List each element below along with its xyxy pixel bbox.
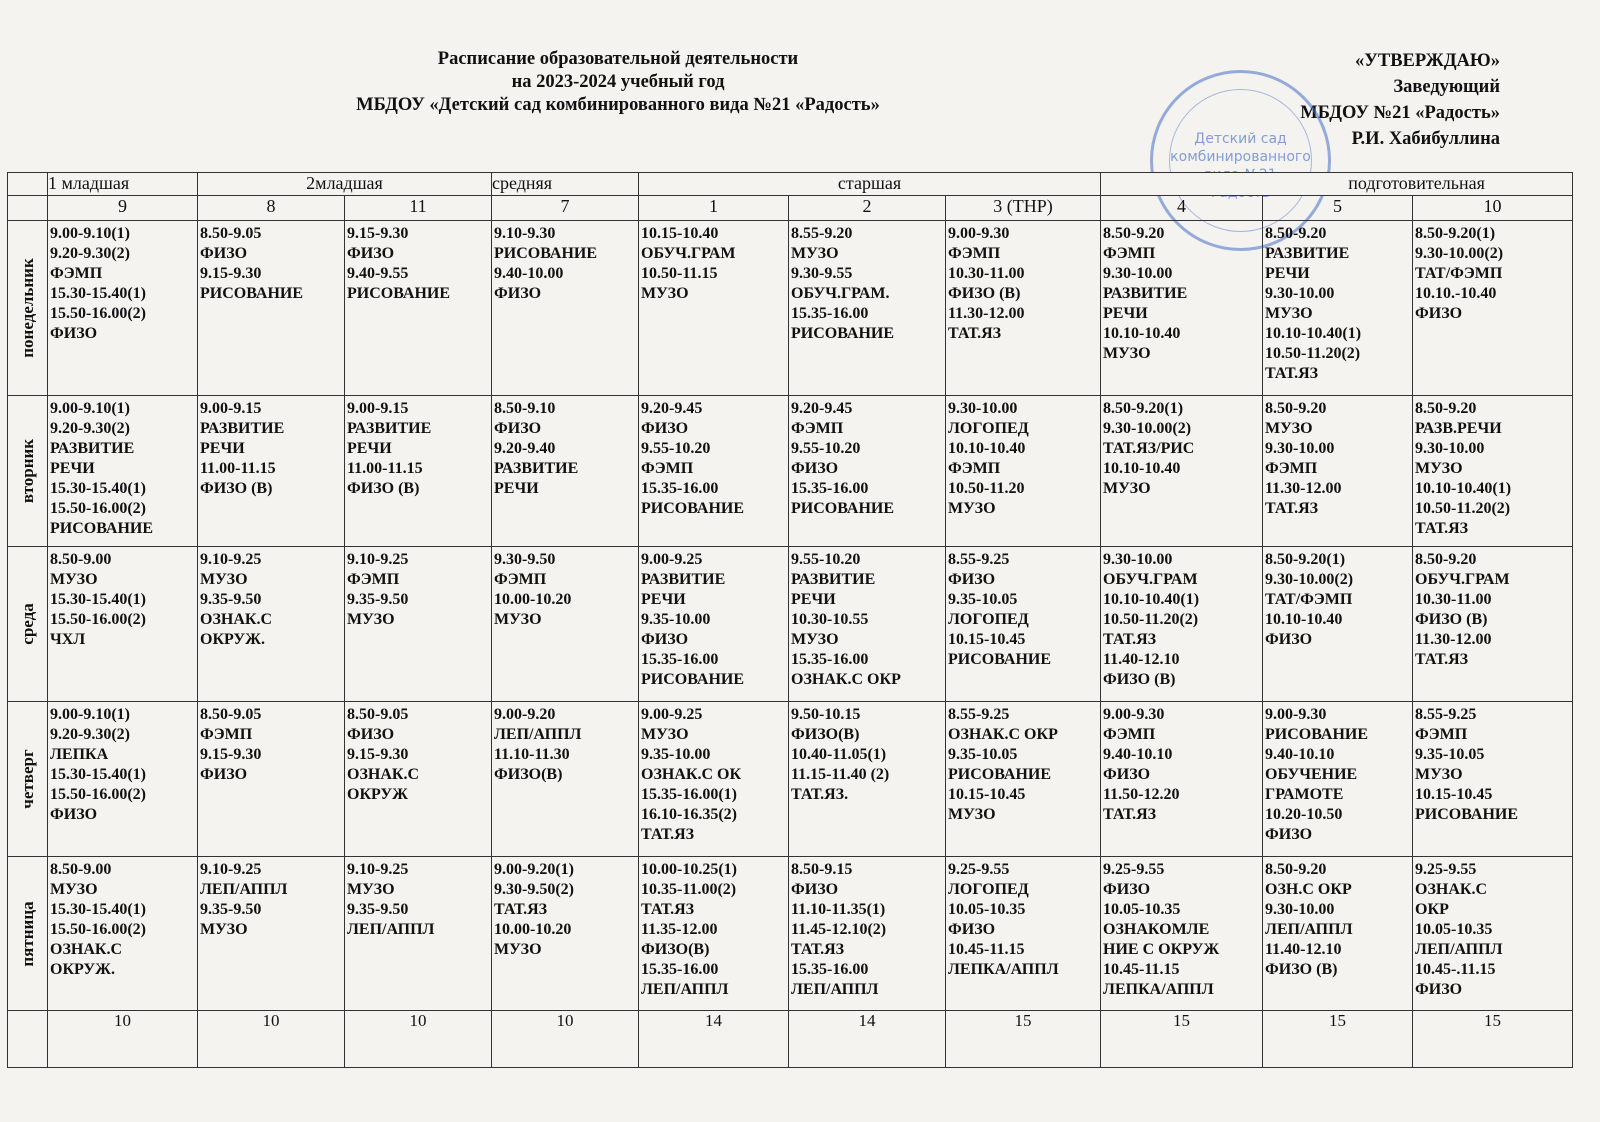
group-number: 8 — [198, 196, 345, 221]
schedule-cell: 9.30-10.00 ОБУЧ.ГРАМ 10.10-10.40(1) 10.50-11.20(2) ТАТ.ЯЗ 11.40-12.10 ФИЗО (В) — [1101, 547, 1263, 702]
title-line: Расписание образовательной деятельности — [437, 49, 799, 69]
schedule-cell: 8.55-9.25 ОЗНАК.С ОКР 9.35-10.05 РИСОВАНИЕ 10.15-10.45 МУЗО — [946, 702, 1101, 857]
group-number: 2 — [789, 196, 946, 221]
group-header-row — [8, 173, 1573, 196]
corner-cell — [8, 196, 48, 221]
schedule-cell: 8.50-9.20(1) 9.30-10.00(2) ТАТ.ЯЗ/РИС 10.10-10.40 МУЗО — [1101, 396, 1263, 547]
day-label-cell — [8, 547, 48, 702]
schedule-cell: 9.00-9.10(1) 9.20-9.30(2) ЛЕПКА 15.30-15.40(1) 15.50-16.00(2) ФИЗО — [48, 702, 198, 857]
stamp-line: комбинированного — [1170, 149, 1311, 165]
group-number: 4 — [1101, 196, 1263, 221]
totals-row — [8, 1011, 1573, 1068]
approval-line: «УТВЕРЖДАЮ» — [1355, 51, 1500, 71]
schedule-cell: 9.50-10.15 ФИЗО(В) 10.40-11.05(1) 11.15-11.40 (2) ТАТ.ЯЗ. — [789, 702, 946, 857]
schedule-cell: 9.00-9.30 ФЭМП 10.30-11.00 ФИЗО (В) 11.30-12.00 ТАТ.ЯЗ — [946, 221, 1101, 396]
schedule-cell: 9.20-9.45 ФИЗО 9.55-10.20 ФЭМП 15.35-16.00 РИСОВАНИЕ — [639, 396, 789, 547]
approval-line: Р.И. Хабибуллина — [1351, 129, 1500, 149]
day-label-cell — [8, 396, 48, 547]
total-cell: 10 — [345, 1011, 492, 1068]
schedule-cell: 9.10-9.25 МУЗО 9.35-9.50 ЛЕП/АППЛ — [345, 857, 492, 1011]
schedule-cell: 9.55-10.20 РАЗВИТИЕ РЕЧИ 10.30-10.55 МУЗО 15.35-16.00 ОЗНАК.С ОКР — [789, 547, 946, 702]
schedule-cell: 8.50-9.20 РАЗВИТИЕ РЕЧИ 9.30-10.00 МУЗО 10.10-10.40(1) 10.50-11.20(2) ТАТ.ЯЗ — [1263, 221, 1413, 396]
total-cell: 15 — [946, 1011, 1101, 1068]
schedule-cell: 9.10-9.25 ФЭМП 9.35-9.50 МУЗО — [345, 547, 492, 702]
schedule-table — [7, 172, 1573, 1068]
schedule-cell: 8.55-9.20 МУЗО 9.30-9.55 ОБУЧ.ГРАМ. 15.35-16.00 РИСОВАНИЕ — [789, 221, 946, 396]
stamp-line: Детский сад — [1194, 131, 1287, 147]
schedule-cell: 9.00-9.15 РАЗВИТИЕ РЕЧИ 11.00-11.15 ФИЗО (В) — [198, 396, 345, 547]
day-label: пятница — [17, 900, 37, 967]
schedule-cell: 8.50-9.05 ФЭМП 9.15-9.30 ФИЗО — [198, 702, 345, 857]
day-label-cell — [8, 702, 48, 857]
schedule-cell: 9.00-9.20 ЛЕП/АППЛ 11.10-11.30 ФИЗО(В) — [492, 702, 639, 857]
schedule-cell: 9.00-9.10(1) 9.20-9.30(2) РАЗВИТИЕ РЕЧИ 15.30-15.40(1) 15.50-16.00(2) РИСОВАНИЕ — [48, 396, 198, 547]
day-row — [8, 702, 1573, 857]
total-cell: 10 — [48, 1011, 198, 1068]
approval-line: Заведующий — [1393, 77, 1500, 97]
group-number: 3 (ТНР) — [946, 196, 1101, 221]
approval-block — [1100, 48, 1500, 152]
day-label-cell — [8, 857, 48, 1011]
schedule-cell: 10.15-10.40 ОБУЧ.ГРАМ 10.50-11.15 МУЗО — [639, 221, 789, 396]
total-cell: 15 — [1101, 1011, 1263, 1068]
group-header: старшая — [639, 173, 1101, 196]
schedule-cell: 8.50-9.20(1) 9.30-10.00(2) ТАТ/ФЭМП 10.10-10.40 ФИЗО — [1263, 547, 1413, 702]
day-row — [8, 221, 1573, 396]
corner-cell — [8, 173, 48, 196]
schedule-cell: 9.00-9.15 РАЗВИТИЕ РЕЧИ 11.00-11.15 ФИЗО (В) — [345, 396, 492, 547]
schedule-cell: 8.55-9.25 ФИЗО 9.35-10.05 ЛОГОПЕД 10.15-10.45 РИСОВАНИЕ — [946, 547, 1101, 702]
group-number: 11 — [345, 196, 492, 221]
schedule-cell: 8.50-9.20 ОБУЧ.ГРАМ 10.30-11.00 ФИЗО (В) 11.30-12.00 ТАТ.ЯЗ — [1413, 547, 1573, 702]
group-number: 7 — [492, 196, 639, 221]
schedule-cell: 9.10-9.25 ЛЕП/АППЛ 9.35-9.50 МУЗО — [198, 857, 345, 1011]
total-cell: 14 — [789, 1011, 946, 1068]
schedule-cell: 8.50-9.20 РАЗВ.РЕЧИ 9.30-10.00 МУЗО 10.10-10.40(1) 10.50-11.20(2) ТАТ.ЯЗ — [1413, 396, 1573, 547]
schedule-cell: 9.10-9.30 РИСОВАНИЕ 9.40-10.00 ФИЗО — [492, 221, 639, 396]
total-cell: 10 — [492, 1011, 639, 1068]
title-line: на 2023-2024 учебный год — [511, 72, 725, 92]
group-number: 5 — [1263, 196, 1413, 221]
schedule-cell: 8.50-9.20 МУЗО 9.30-10.00 ФЭМП 11.30-12.00 ТАТ.ЯЗ — [1263, 396, 1413, 547]
title-line: МБДОУ «Детский сад комбинированного вида №21 «Радость» — [356, 95, 880, 115]
schedule-cell: 8.50-9.00 МУЗО 15.30-15.40(1) 15.50-16.00(2) ОЗНАК.С ОКРУЖ. — [48, 857, 198, 1011]
group-header: 2младшая — [198, 173, 492, 196]
schedule-cell: 10.00-10.25(1) 10.35-11.00(2) ТАТ.ЯЗ 11.35-12.00 ФИЗО(В) 15.35-16.00 ЛЕП/АППЛ — [639, 857, 789, 1011]
schedule-cell: 9.25-9.55 ЛОГОПЕД 10.05-10.35 ФИЗО 10.45-11.15 ЛЕПКА/АППЛ — [946, 857, 1101, 1011]
schedule-cell: 8.50-9.15 ФИЗО 11.10-11.35(1) 11.45-12.10(2) ТАТ.ЯЗ 15.35-16.00 ЛЕП/АППЛ — [789, 857, 946, 1011]
total-cell: 15 — [1263, 1011, 1413, 1068]
document-title — [268, 48, 968, 117]
schedule-cell: 9.20-9.45 ФЭМП 9.55-10.20 ФИЗО 15.35-16.00 РИСОВАНИЕ — [789, 396, 946, 547]
group-header: средняя — [492, 173, 639, 196]
group-number: 1 — [639, 196, 789, 221]
schedule-cell: 9.00-9.25 МУЗО 9.35-10.00 ОЗНАК.С ОК 15.35-16.00(1) 16.10-16.35(2) ТАТ.ЯЗ — [639, 702, 789, 857]
total-cell: 10 — [198, 1011, 345, 1068]
schedule-cell: 8.50-9.05 ФИЗО 9.15-9.30 РИСОВАНИЕ — [198, 221, 345, 396]
day-label: вторник — [17, 438, 37, 504]
approval-line: МБДОУ №21 «Радость» — [1300, 103, 1500, 123]
group-number: 9 — [48, 196, 198, 221]
group-number-row — [8, 196, 1573, 221]
schedule-cell: 9.00-9.30 РИСОВАНИЕ 9.40-10.10 ОБУЧЕНИЕ ГРАМОТЕ 10.20-10.50 ФИЗО — [1263, 702, 1413, 857]
group-header: подготовительная — [1101, 173, 1573, 196]
schedule-cell: 8.50-9.00 МУЗО 15.30-15.40(1) 15.50-16.00(2) ЧХЛ — [48, 547, 198, 702]
day-label: понедельник — [17, 258, 37, 358]
group-number: 10 — [1413, 196, 1573, 221]
total-cell: 15 — [1413, 1011, 1573, 1068]
total-cell: 14 — [639, 1011, 789, 1068]
schedule-cell: 8.50-9.05 ФИЗО 9.15-9.30 ОЗНАК.С ОКРУЖ — [345, 702, 492, 857]
schedule-cell: 8.50-9.10 ФИЗО 9.20-9.40 РАЗВИТИЕ РЕЧИ — [492, 396, 639, 547]
schedule-cell: 9.15-9.30 ФИЗО 9.40-9.55 РИСОВАНИЕ — [345, 221, 492, 396]
schedule-cell: 9.00-9.20(1) 9.30-9.50(2) ТАТ.ЯЗ 10.00-10.20 МУЗО — [492, 857, 639, 1011]
group-header: 1 младшая — [48, 173, 198, 196]
day-row — [8, 396, 1573, 547]
day-label: четверг — [17, 749, 37, 809]
schedule-cell: 8.50-9.20 ФЭМП 9.30-10.00 РАЗВИТИЕ РЕЧИ 10.10-10.40 МУЗО — [1101, 221, 1263, 396]
schedule-cell: 9.25-9.55 ФИЗО 10.05-10.35 ОЗНАКОМЛЕ НИЕ С ОКРУЖ 10.45-11.15 ЛЕПКА/АППЛ — [1101, 857, 1263, 1011]
corner-cell — [8, 1011, 48, 1068]
schedule-cell: 9.10-9.25 МУЗО 9.35-9.50 ОЗНАК.С ОКРУЖ. — [198, 547, 345, 702]
schedule-cell: 9.00-9.25 РАЗВИТИЕ РЕЧИ 9.35-10.00 ФИЗО 15.35-16.00 РИСОВАНИЕ — [639, 547, 789, 702]
schedule-cell: 9.00-9.10(1) 9.20-9.30(2) ФЭМП 15.30-15.40(1) 15.50-16.00(2) ФИЗО — [48, 221, 198, 396]
schedule-cell: 9.30-10.00 ЛОГОПЕД 10.10-10.40 ФЭМП 10.50-11.20 МУЗО — [946, 396, 1101, 547]
day-label: среда — [17, 603, 37, 645]
schedule-cell: 9.25-9.55 ОЗНАК.С ОКР 10.05-10.35 ЛЕП/АППЛ 10.45-.11.15 ФИЗО — [1413, 857, 1573, 1011]
schedule-cell: 8.50-9.20(1) 9.30-10.00(2) ТАТ/ФЭМП 10.10.-10.40 ФИЗО — [1413, 221, 1573, 396]
schedule-cell: 8.50-9.20 ОЗН.С ОКР 9.30-10.00 ЛЕП/АППЛ 11.40-12.10 ФИЗО (В) — [1263, 857, 1413, 1011]
schedule-cell: 9.30-9.50 ФЭМП 10.00-10.20 МУЗО — [492, 547, 639, 702]
day-row — [8, 547, 1573, 702]
day-row — [8, 857, 1573, 1011]
day-label-cell — [8, 221, 48, 396]
schedule-cell: 8.55-9.25 ФЭМП 9.35-10.05 МУЗО 10.15-10.45 РИСОВАНИЕ — [1413, 702, 1573, 857]
schedule-cell: 9.00-9.30 ФЭМП 9.40-10.10 ФИЗО 11.50-12.20 ТАТ.ЯЗ — [1101, 702, 1263, 857]
